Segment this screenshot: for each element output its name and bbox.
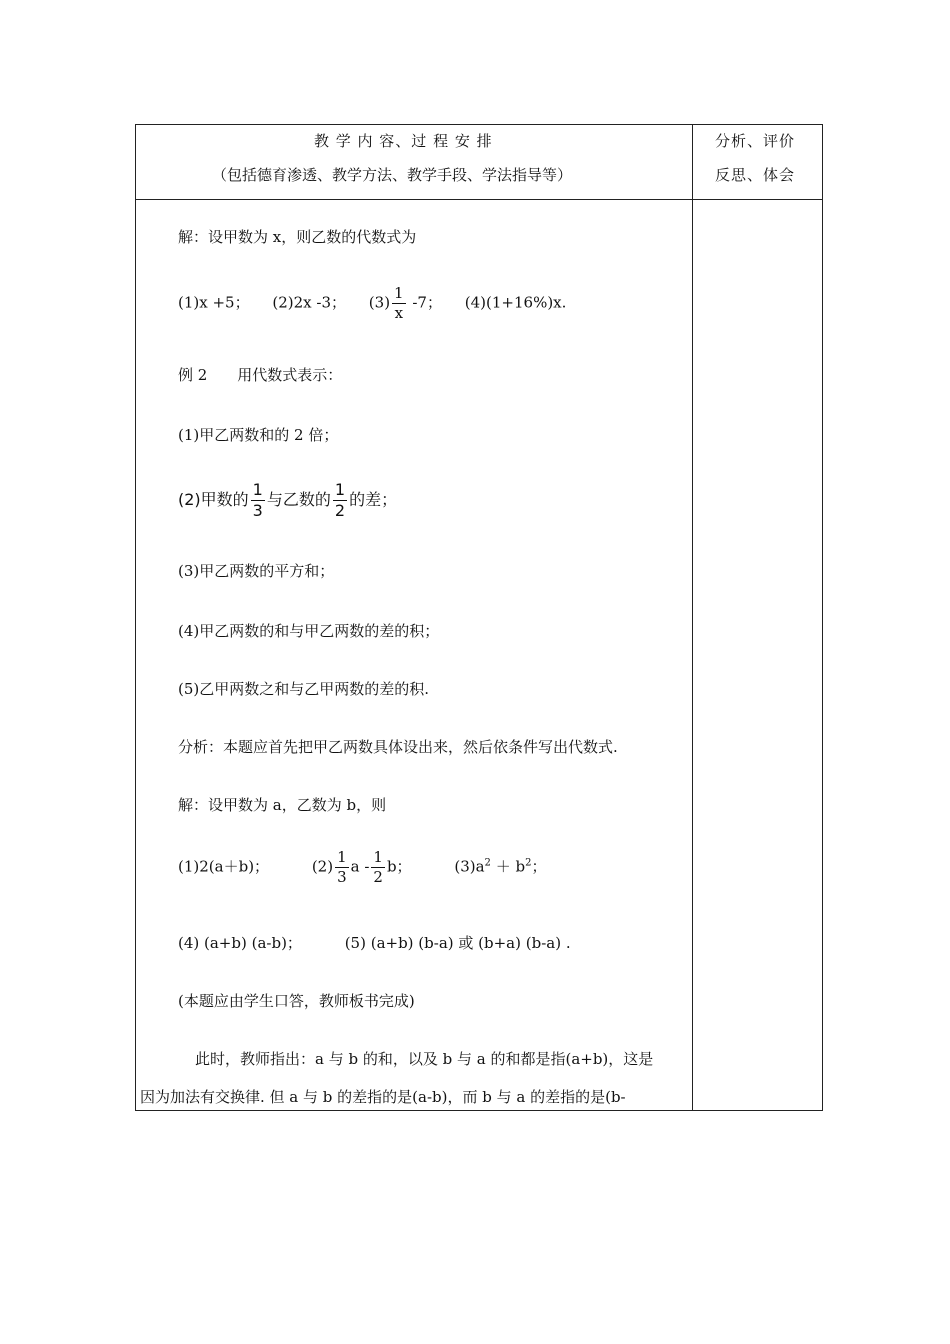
fraction-1-over-2 [333,482,347,519]
fraction-numerator: 1 [394,284,404,302]
fraction-1-over-2 [371,850,385,885]
answer2-b-prefix: (2) [311,857,334,876]
header-divider [135,199,823,200]
fraction-denominator: 3 [252,501,263,520]
answer1-line [178,286,566,321]
column-divider [692,124,693,1111]
question-5: (5)乙甲两数之和与乙甲两数的差的积. [178,680,430,698]
answer1-a: (1)x +5； [178,293,250,312]
fraction-numerator: 1 [334,480,346,499]
question-3: (3)甲乙两数的平方和； [178,562,335,580]
fraction-1-over-3 [251,482,265,519]
question-2-suffix: 的差； [349,490,398,509]
answer2-c-suffix: ； [531,857,547,876]
fraction-denominator: 2 [334,501,346,520]
question-2-middle: 与乙数的 [266,490,331,509]
solution2-intro: 解：设甲数为 a，乙数为 b，则 [178,796,387,814]
answer1-b: (2)2x -3； [272,293,347,312]
question-2-prefix: (2)甲数的 [178,490,249,509]
fraction-numerator: 1 [373,848,383,866]
col2-header-line2: 反思、体会 [715,166,796,184]
fraction-denominator: 3 [337,868,347,886]
answer1-d: (4)(1+16%)x. [464,293,567,312]
answer1-c-suffix: -7； [407,293,442,312]
answer2-b-middle: a - [350,857,370,876]
solution1-intro: 解：设甲数为 x，则乙数的代数式为 [178,228,417,246]
fraction-numerator: 1 [337,848,347,866]
example2-title: 例 2 用代数式表示： [178,366,343,384]
paragraph-line1: 此时，教师指出：a 与 b 的和，以及 b 与 a 的和都是指(a+b)，这是 [195,1050,654,1068]
exponent: 2 [484,857,491,869]
answer2-c-prefix: (3)a [454,857,485,876]
col1-header-subtitle: （包括德育渗透、教学方法、教学手段、学法指导等） [212,166,573,184]
note-text: (本题应由学生口答，教师板书完成) [178,992,415,1010]
answer3-line [178,932,571,953]
question-4: (4)甲乙两数的和与甲乙两数的差的积； [178,622,440,640]
answer1-c-prefix: (3) [368,293,391,312]
lesson-table [135,124,823,1111]
answer2-a: (1)2(a＋b)； [178,857,270,876]
fraction-numerator: 1 [252,480,263,499]
col2-header-line1: 分析、评价 [715,132,796,150]
answer2-line [178,850,546,885]
question-2 [178,482,397,519]
analysis-text: 分析：本题应首先把甲乙两数具体设出来，然后依条件写出代数式. [178,738,618,756]
fraction-1-over-x [392,286,406,321]
answer3-a: (4) (a+b) (a-b)； [178,934,302,952]
question-1: (1)甲乙两数和的 2 倍； [178,426,339,444]
answer2-b-suffix: b； [386,857,412,876]
fraction-denominator: 2 [373,868,383,886]
paragraph-line2: 因为加法有交换律. 但 a 与 b 的差指的是(a-b)，而 b 与 a 的差指的是(b- [140,1088,626,1106]
col1-header-title: 教 学 内 容、过 程 安 排 [314,132,493,150]
fraction-1-over-3 [335,850,349,885]
answer2-c-middle: ＋ b [490,857,526,876]
exponent: 2 [525,857,532,869]
fraction-denominator: x [394,304,404,322]
answer3-b: (5) (a+b) (b-a) 或 (b+a) (b-a) . [344,934,571,952]
